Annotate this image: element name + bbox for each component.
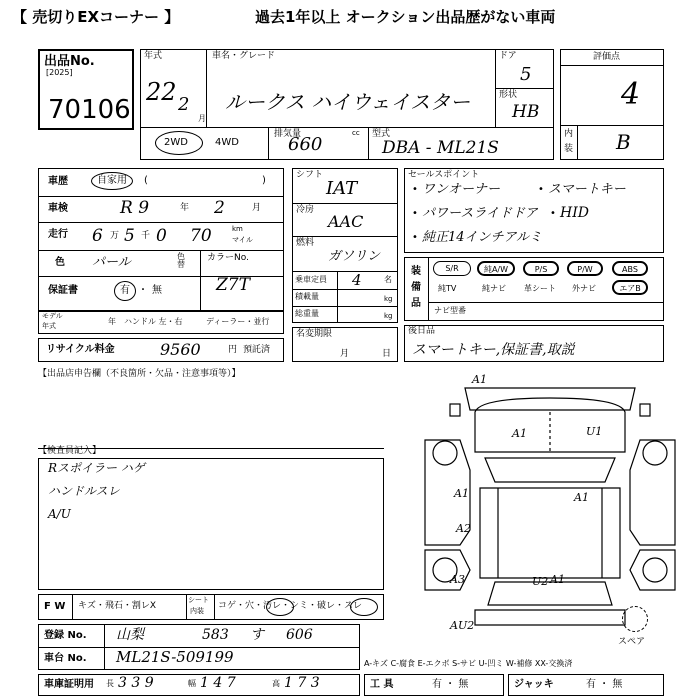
dealer-notes-label: 【出品店申告欄（不良箇所・欠品・注意事項等）】 <box>38 369 241 379</box>
car-name-value: ルークス ハイウェイスター <box>225 90 471 114</box>
warranty-label: 保証書 <box>48 285 78 296</box>
jack-value: 有 ・ 無 <box>586 679 623 690</box>
capacity-unit: 名 <box>384 275 392 284</box>
gross-weight-label: 総重量 <box>295 309 319 318</box>
chassis-label: 車台 No. <box>44 653 87 664</box>
fw-seat-l1: シート <box>188 596 209 604</box>
equip-pw: P/W <box>567 261 603 276</box>
capacity-label: 乗車定員 <box>295 275 327 284</box>
mark-a3: A3 <box>450 573 465 586</box>
car-diagram <box>400 370 700 640</box>
fw-label: F W <box>44 601 66 612</box>
nav-model-label: ナビ型番 <box>434 306 466 315</box>
inspection-year-suffix: 年 <box>180 203 190 213</box>
mark-a2: A2 <box>456 522 471 535</box>
change-date-day: 日 <box>382 349 392 359</box>
registration-num2: 606 <box>286 627 313 643</box>
lot-year-tag: [2025] <box>46 68 73 77</box>
doors-label: ドア <box>499 51 517 61</box>
tools-label: 工 具 <box>370 679 394 690</box>
lot-box <box>38 49 134 130</box>
sales-point-5: 純正14インチアルミ <box>422 230 543 245</box>
equip-sr: S/R <box>433 261 471 276</box>
later-items-value: スマートキー,保証書,取説 <box>412 342 575 358</box>
interior-label-1: 内 <box>564 129 574 139</box>
equip-airbag: エアB <box>612 280 648 295</box>
drive-2wd: 2WD <box>164 137 188 148</box>
equip-ext-nav: 外ナビ <box>572 284 596 293</box>
payload-label: 積載量 <box>295 292 319 301</box>
equipment-label-1: 装 <box>411 266 421 277</box>
lot-label: 出品No. <box>44 54 95 69</box>
color-code-label: カラーNo. <box>207 253 249 263</box>
model-year-handle: ハンドル 左・右 <box>124 317 183 326</box>
fuel-value: ガソリン <box>328 249 381 264</box>
dimensions-w: 幅 <box>188 679 196 688</box>
color-code: Z7T <box>216 275 250 295</box>
sales-point-4: HID <box>560 205 589 221</box>
score-value: 4 <box>621 77 641 112</box>
mileage-label: 走行 <box>48 229 68 240</box>
spare-circle <box>622 606 648 632</box>
inspector-line-2: ハンドルスレ <box>48 484 120 498</box>
equip-tv: 純TV <box>438 284 457 293</box>
model-year-dealer: ディーラー・並行 <box>206 317 270 326</box>
displacement-unit: cc <box>352 129 360 137</box>
later-items-label: 後日品 <box>408 326 436 336</box>
shift-label: シフト <box>296 170 324 180</box>
change-date-label: 名変期限 <box>296 329 333 339</box>
mileage-v3: 0 <box>156 226 167 246</box>
model-value: DBA - ML21S <box>382 138 499 158</box>
sales-points-label: セールスポイント <box>408 170 480 180</box>
year-month-suffix: 月 <box>198 114 206 123</box>
history-paren-open: ( <box>144 175 148 186</box>
registration-place: 山梨 <box>116 627 144 643</box>
equip-alloy: 純A/W <box>477 261 515 276</box>
capacity-value: 4 <box>352 271 362 289</box>
drive-4wd: 4WD <box>215 137 239 148</box>
fw-seat-l2: 内装 <box>190 607 204 615</box>
model-year-l2: 年式 <box>42 322 56 330</box>
ac-label: 冷房 <box>296 205 315 215</box>
inspection-month: 2 <box>214 198 225 218</box>
legend: A-キズ C-腐食 E-エクボ S-サビ U-凹ミ W-補修 XX-交換済 <box>364 659 573 668</box>
color-value: パール <box>92 255 131 270</box>
year-value: 22 <box>146 78 177 106</box>
payload-unit: kg <box>384 295 393 303</box>
mark-a1-top: A1 <box>472 373 487 386</box>
inspection-value: R 9 <box>120 198 150 218</box>
change-date-month: 月 <box>340 349 350 359</box>
recycle-unit: 円 <box>228 345 238 355</box>
mileage-unit-km: km <box>232 225 243 233</box>
history-value: 自家用 <box>97 175 127 186</box>
inspector-line-1: Rスポイラー ハゲ <box>48 461 145 475</box>
registration-label: 登録 No. <box>44 630 87 641</box>
sales-point-3: パワースライドドア <box>422 206 538 221</box>
warranty-yes: 有 <box>120 285 130 296</box>
interior-label-2: 装 <box>564 144 574 154</box>
shift-value: IAT <box>326 178 358 199</box>
doors-value: 5 <box>520 64 532 85</box>
history-paren-close: ) <box>262 175 266 186</box>
displacement-label: 排気量 <box>274 129 302 139</box>
recycle-value: 9560 <box>160 340 201 359</box>
sales-point-1: ワンオーナー <box>422 182 501 197</box>
mileage-u2: 千 <box>141 231 151 241</box>
lot-number: 70106 <box>48 95 131 125</box>
jack-label: ジャッキ <box>514 679 554 690</box>
gross-weight-unit: kg <box>384 312 393 320</box>
inspection-label: 車検 <box>48 203 68 214</box>
equip-ps: P/S <box>523 261 559 276</box>
mileage-u1: 万 <box>110 231 120 241</box>
mark-a1-hood: A1 <box>512 427 527 440</box>
mark-u2: U2 <box>532 575 549 588</box>
score-box <box>560 49 664 160</box>
color-label: 色 <box>55 257 65 268</box>
fuel-label: 燃料 <box>296 238 315 248</box>
year-label: 年式 <box>144 51 163 61</box>
sales-point-2: スマートキー <box>548 182 626 197</box>
inspection-month-suffix: 月 <box>252 203 262 213</box>
mark-au2: AU2 <box>450 619 475 632</box>
score-label: 評価点 <box>593 52 621 62</box>
color-change-label: 色替 <box>177 252 185 269</box>
mileage-unit-mile: マイル <box>232 236 253 244</box>
inspector-box <box>38 458 384 590</box>
equip-leather: 革シート <box>524 284 556 293</box>
mileage-v2: 5 <box>124 226 135 246</box>
header-right: 過去1年以上 オークション出品歴がない車両 <box>255 8 556 26</box>
model-year-year: 年 <box>108 317 116 326</box>
body-type-label: 形状 <box>499 90 518 100</box>
fw-seat-items: コゲ・穴・汚レ・シミ・破レ・スレ <box>218 601 363 611</box>
equip-nav: 純ナビ <box>482 284 506 293</box>
car-name-label: 車名・グレード <box>212 51 276 61</box>
mark-u1: U1 <box>586 425 603 438</box>
registration-kana: す <box>250 627 264 643</box>
dimensions-l-value: 3 3 9 <box>118 675 154 691</box>
year-month: 2 <box>178 94 190 115</box>
dimensions-h: 高 <box>272 679 280 688</box>
recycle-note: 預託済 <box>243 345 271 355</box>
body-type-value: HB <box>512 102 540 122</box>
warranty-sep: ・ <box>138 285 148 296</box>
dimensions-label: 車庫証明用 <box>44 679 94 690</box>
spare-label: スペア <box>618 637 646 647</box>
inspector-label: 【検査員記入】 <box>38 446 102 456</box>
dimensions-l: 長 <box>106 679 114 688</box>
mark-a1-rear: A1 <box>550 573 565 586</box>
fw-items: キズ・飛石・割レX <box>78 601 156 611</box>
displacement-value: 660 <box>288 134 323 155</box>
warranty-no: 無 <box>152 285 162 296</box>
mileage-v4: 70 <box>190 226 212 246</box>
registration-num1: 583 <box>202 627 229 643</box>
interior-value: B <box>616 130 631 154</box>
dimensions-h-value: 1 7 3 <box>284 675 320 691</box>
recycle-label: リサイクル料金 <box>46 344 115 355</box>
model-label: 型式 <box>372 129 391 139</box>
equipment-label-3: 品 <box>411 298 421 309</box>
history-label: 車歴 <box>48 176 68 187</box>
inspector-line-3: A/U <box>48 507 71 521</box>
equip-abs: ABS <box>612 261 648 276</box>
header-left: 【 売切りEXコーナー 】 <box>12 8 180 26</box>
mark-a1-right: A1 <box>574 491 589 504</box>
tools-value: 有 ・ 無 <box>432 679 469 690</box>
mark-a1-left: A1 <box>454 487 469 500</box>
chassis-value: ML21S-509199 <box>116 648 234 666</box>
ac-value: AAC <box>328 212 364 231</box>
dimensions-w-value: 1 4 7 <box>200 675 236 691</box>
mileage-v1: 6 <box>92 226 103 246</box>
equipment-label-2: 備 <box>411 282 421 293</box>
model-year-l1: モデル <box>42 312 63 320</box>
